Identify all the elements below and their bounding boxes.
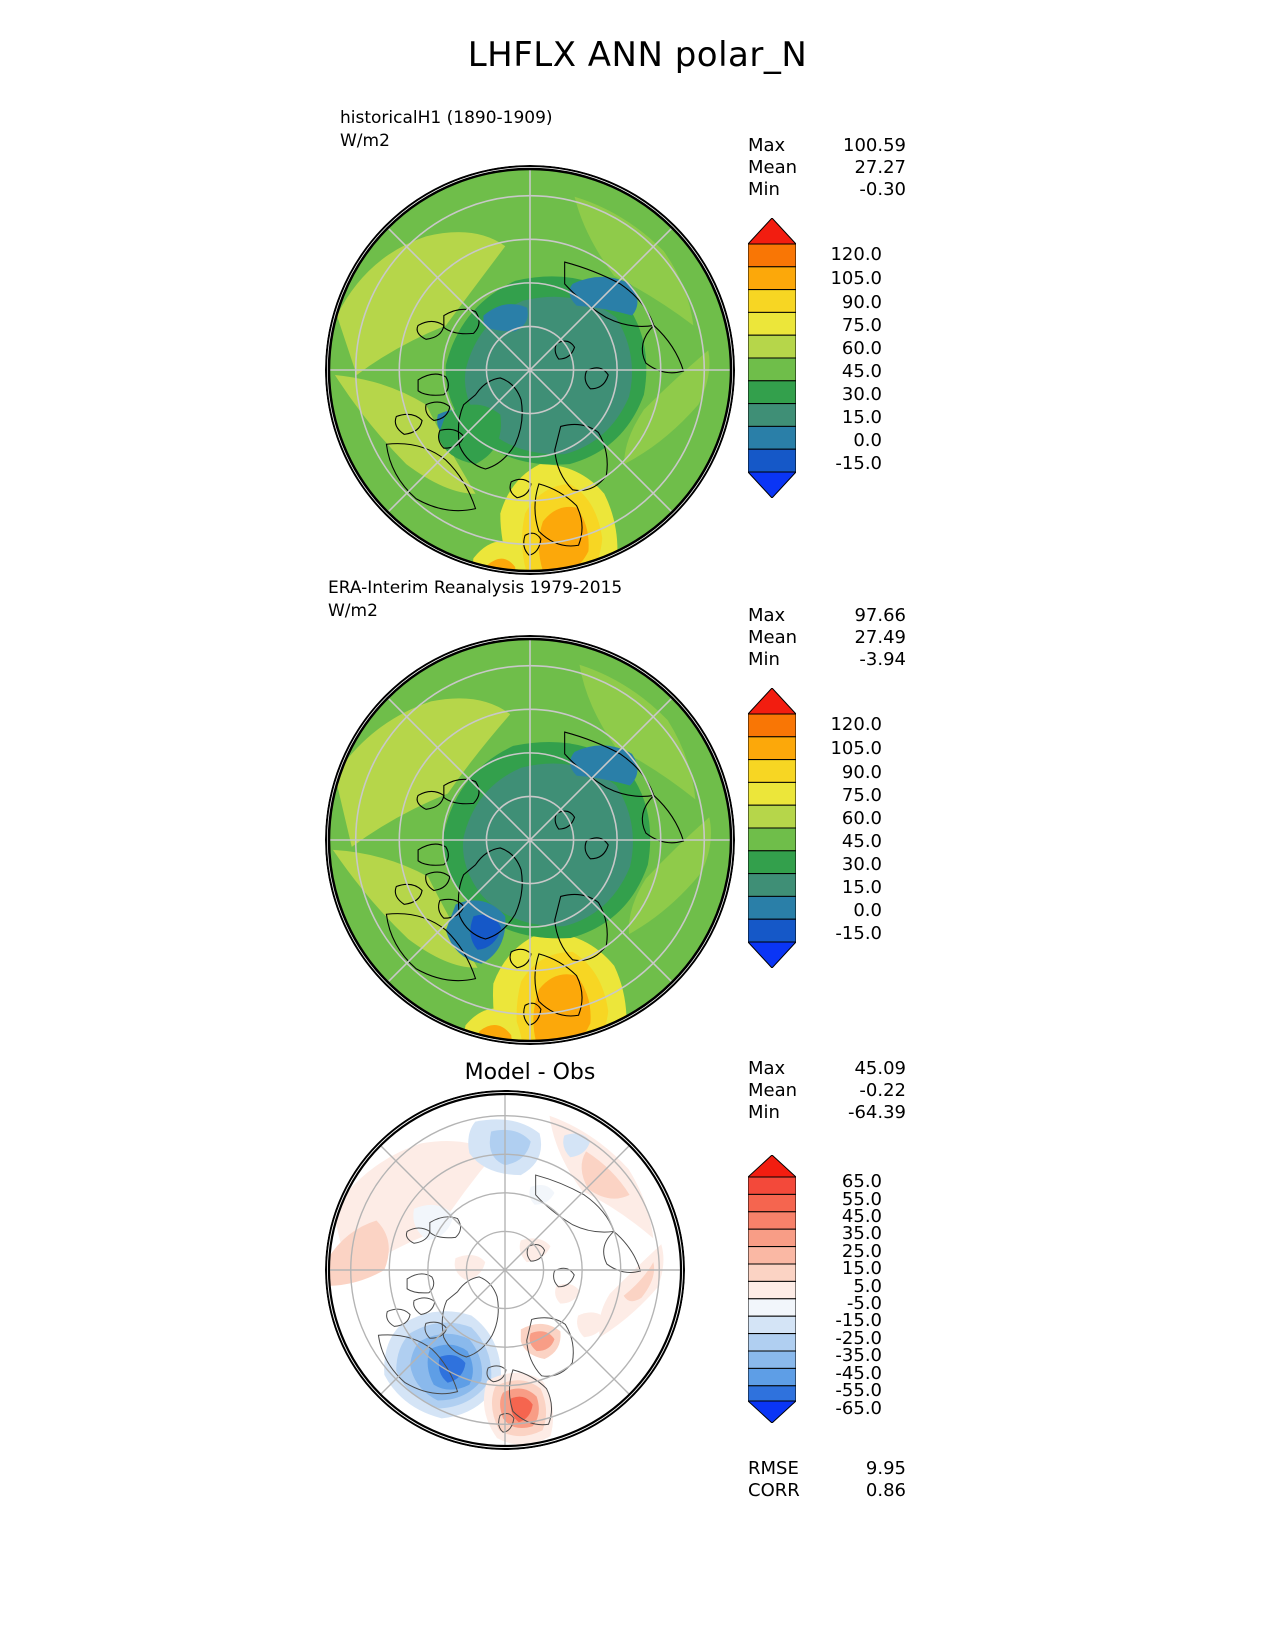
cb1-l1: 105.0 [830,268,882,289]
colorbar-obs-labels [804,678,924,978]
stats-model-mean-value: 27.27 [854,157,906,178]
panel-model-title: historicalH1 (1890-1909) [340,108,553,128]
stats-diff-min-value: -64.39 [847,1102,906,1123]
cb2-l3: 75.0 [841,785,882,806]
cb3-l11: -45.0 [835,1363,882,1384]
cb1-l9: -15.0 [835,453,882,474]
colorbar-model [748,218,882,498]
panel-obs [0,470,1275,1030]
cb2-l4: 60.0 [841,808,882,829]
stats-obs-min-value: -3.94 [859,649,906,670]
stats-obs-mean-label: Mean [748,627,798,648]
cb2-l5: 45.0 [841,831,882,852]
stats-diff-mean-label: Mean [748,1080,798,1101]
cb1-l3: 75.0 [841,315,882,336]
stats-rmse-label: RMSE [748,1458,799,1479]
cb2-l0: 120.0 [830,714,882,735]
cb3-l10: -35.0 [835,1345,882,1366]
colorbar-diff [748,1155,882,1423]
stats-model-max-label: Max [748,135,786,156]
map-obs-svg [327,637,733,1043]
colorbar-diff-labels [804,1147,924,1437]
cb3-l6: 5.0 [853,1276,882,1297]
stats-rmse-value: 9.95 [865,1458,906,1479]
cb3-l0: 65.0 [841,1171,882,1192]
cb3-l4: 25.0 [841,1241,882,1262]
cb2-l8: 0.0 [853,900,882,921]
colorbar-obs [748,688,882,968]
stats-model [748,135,906,201]
stats-model-max-value: 100.59 [843,135,906,156]
stats-diff-max-value: 45.09 [854,1058,906,1079]
colorbar-diff-svg [748,1155,796,1423]
stats-diff-footer [748,1458,906,1502]
stats-obs-max-label: Max [748,605,786,626]
panel-obs-title: ERA-Interim Reanalysis 1979-2015 [328,578,623,598]
stats-obs-mean-value: 27.49 [854,627,906,648]
stats-corr-label: CORR [748,1480,800,1501]
cb3-l7: -5.0 [846,1293,882,1314]
cb2-l1: 105.0 [830,738,882,759]
map-obs [325,635,735,1045]
cb2-l6: 30.0 [841,854,882,875]
cb3-l1: 55.0 [841,1189,882,1210]
cb3-l12: -55.0 [835,1380,882,1401]
cb3-l9: -25.0 [835,1328,882,1349]
stats-model-min-label: Min [748,179,780,200]
stats-corr-value: 0.86 [865,1480,906,1501]
stats-obs [748,605,906,671]
panel-diff [0,1010,1275,1650]
stats-diff-mean-value: -0.22 [859,1080,906,1101]
panel-model-units: W/m2 [340,131,390,151]
cb1-l6: 30.0 [841,384,882,405]
cb3-l3: 35.0 [841,1223,882,1244]
map-diff [325,1090,685,1450]
stats-diff-min-label: Min [748,1102,780,1123]
colorbar-model-labels [804,208,924,508]
stats-diff-max-label: Max [748,1058,786,1079]
map-diff-svg [327,1092,683,1448]
cb1-l0: 120.0 [830,244,882,265]
cb1-l8: 0.0 [853,430,882,451]
cb1-l4: 60.0 [841,338,882,359]
cb1-l2: 90.0 [841,292,882,313]
page-title: LHFLX ANN polar_N [467,35,808,75]
cb3-l5: 15.0 [841,1258,882,1279]
cb2-l7: 15.0 [841,877,882,898]
cb2-l9: -15.0 [835,923,882,944]
stats-obs-max-value: 97.66 [854,605,906,626]
cb3-l2: 45.0 [841,1206,882,1227]
cb3-l8: -15.0 [835,1310,882,1331]
colorbar-model-svg [748,218,796,498]
cb3-l13: -65.0 [835,1398,882,1419]
cb1-l7: 15.0 [841,407,882,428]
stats-model-mean-label: Mean [748,157,798,178]
stats-obs-min-label: Min [748,649,780,670]
colorbar-obs-svg [748,688,796,968]
panel-obs-units: W/m2 [328,601,378,621]
cb2-l2: 90.0 [841,762,882,783]
cb1-l5: 45.0 [841,361,882,382]
stats-model-min-value: -0.30 [859,179,906,200]
panel-diff-title: Model - Obs [464,1060,596,1085]
stats-diff [748,1058,906,1124]
